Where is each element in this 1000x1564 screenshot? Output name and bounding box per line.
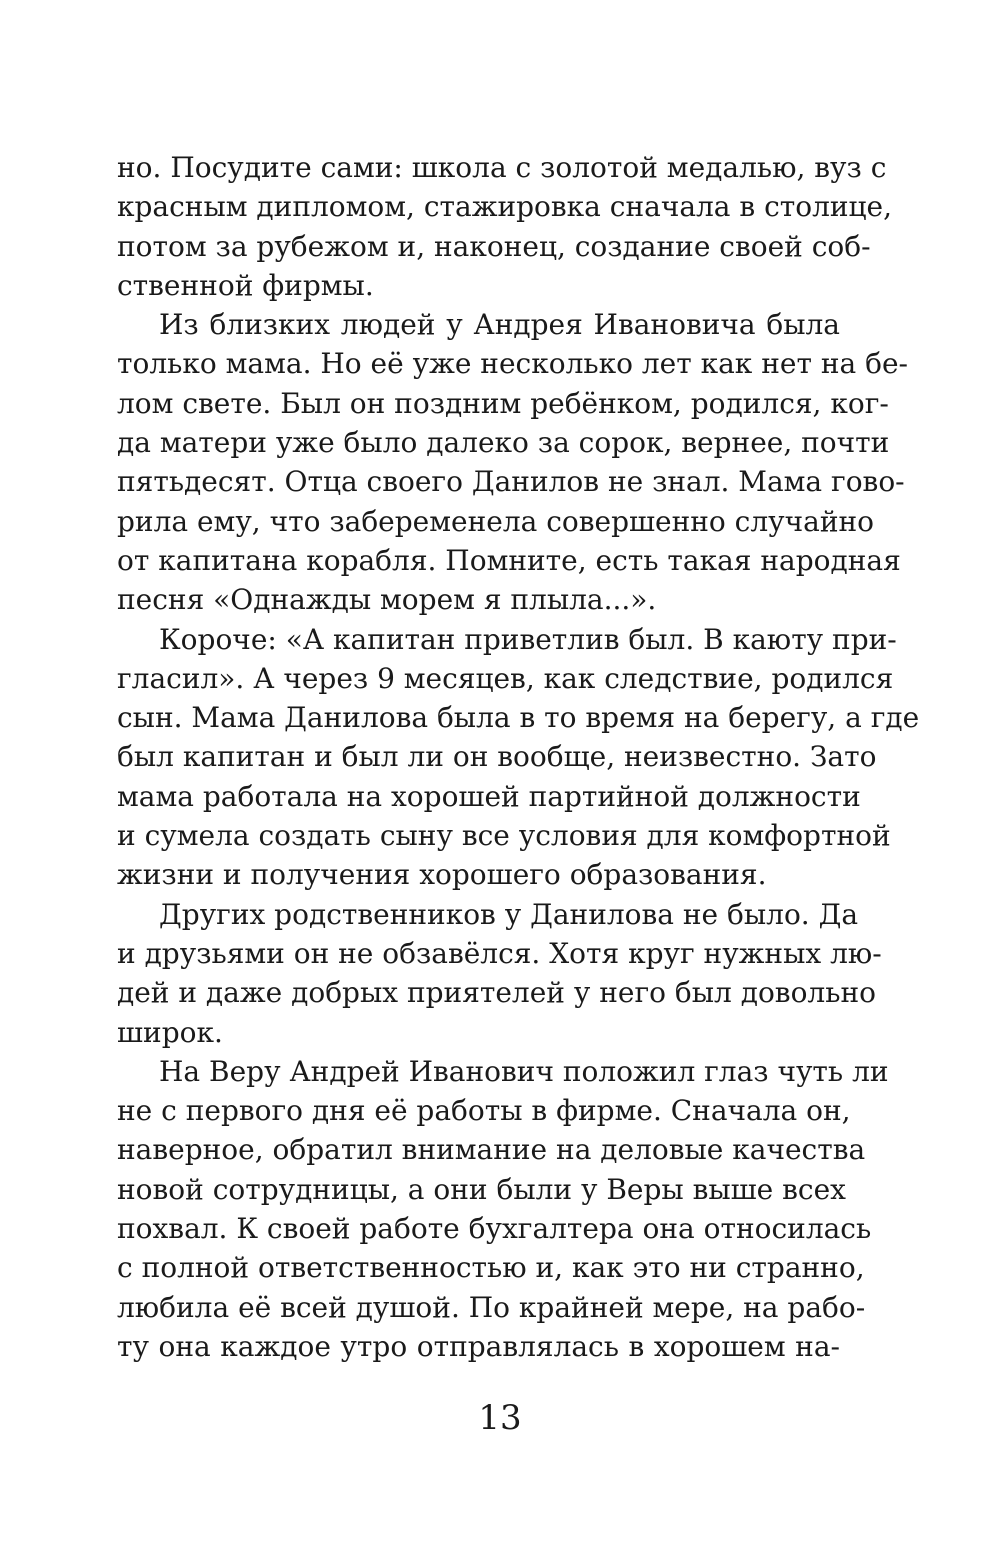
page-number: 13 [478, 1398, 522, 1438]
text-line: но. Посудите сами: школа с золотой медалью, вуз с [117, 151, 887, 184]
text-line: потом за рубежом и, наконец, создание своей соб- [117, 229, 871, 263]
text-line: сын. Мама Данилова была в то время на берегу, а где [117, 701, 920, 735]
page-body [117, 148, 920, 1366]
text-line: любила её всей душой. По крайней мере, на рабо- [117, 1290, 866, 1324]
text-line: На Веру Андрей Иванович положил глаз чуть ли [159, 1054, 889, 1088]
text-line: ту она каждое утро отправлялась в хорошем на- [117, 1329, 840, 1363]
text-line: жизни и получения хорошего образования. [117, 858, 767, 892]
text-line: похвал. К своей работе бухгалтера она относилась [117, 1212, 872, 1246]
text-line: Короче: «А капитан приветлив был. В каюту при- [159, 622, 897, 656]
text-line: только мама. Но её уже несколько лет как нет на бе- [117, 347, 908, 381]
text-line: мама работала на хорошей партийной должности [117, 779, 861, 813]
text-line: лом свете. Был он поздним ребёнком, родился, ког- [117, 386, 889, 420]
text-line: песня «Однажды морем я плыла...». [117, 583, 657, 617]
text-line: не с первого дня её работы в фирме. Сначала он, [117, 1094, 851, 1128]
text-line: да матери уже было далеко за сорок, вернее, почти [117, 426, 890, 460]
text-line: Из близких людей у Андрея Ивановича была [159, 308, 840, 342]
text-line: от капитана корабля. Помните, есть такая народная [117, 543, 901, 577]
text-line: Других родственников у Данилова не было. Да [159, 897, 859, 931]
text-line: широк. [117, 1015, 223, 1049]
text-line: с полной ответственностью и, как это ни странно, [117, 1251, 865, 1285]
text-line: был капитан и был ли он вообще, неизвестно. Зато [117, 740, 877, 774]
text-line: пятьдесят. Отца своего Данилов не знал. Мама гово- [117, 465, 905, 499]
text-line: гласил». А через 9 месяцев, как следствие, родился [117, 661, 894, 695]
text-line: наверное, обратил внимание на деловые качества [117, 1133, 866, 1167]
text-line: ственной фирмы. [117, 268, 374, 302]
text-line: и друзьями он не обзавёлся. Хотя круг нужных лю- [117, 936, 882, 970]
text-line: новой сотрудницы, а они были у Веры выше всех [117, 1172, 846, 1206]
text-line: дей и даже добрых приятелей у него был довольно [117, 976, 876, 1010]
text-line: и сумела создать сыну все условия для комфортной [117, 819, 891, 853]
text-line: красным дипломом, стажировка сначала в столице, [117, 190, 893, 224]
text-line: рила ему, что забеременела совершенно случайно [117, 504, 875, 538]
